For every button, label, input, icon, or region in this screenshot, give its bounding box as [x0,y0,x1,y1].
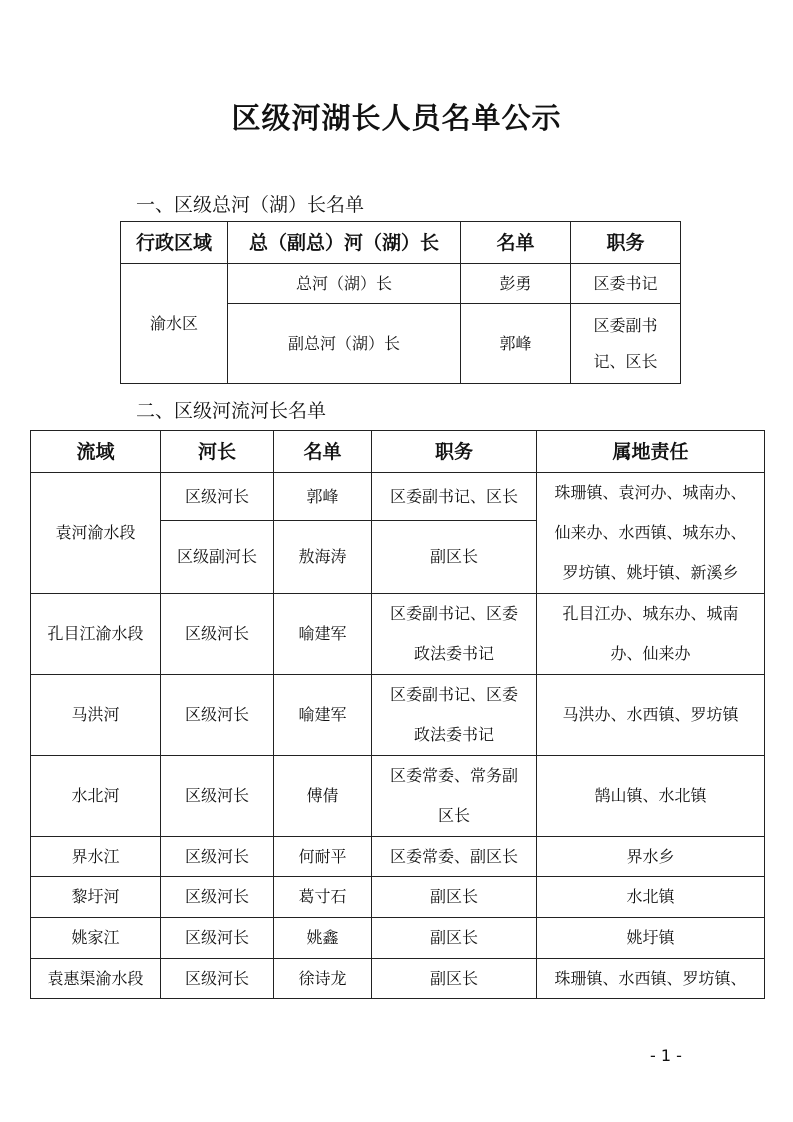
header-name: 名单 [461,222,571,264]
chief-cell: 区级河长 [161,756,274,837]
header-name: 名单 [274,431,372,473]
chief-cell: 区级河长 [161,473,274,521]
name-cell: 姚鑫 [274,918,372,959]
basin-cell: 姚家江 [31,918,161,959]
region-cell: 渝水区 [121,264,228,384]
name-cell: 彭勇 [461,264,571,304]
role-cell: 副总河（湖）长 [228,304,461,384]
responsibility-cell: 姚圩镇 [537,918,765,959]
header-responsibility: 属地责任 [537,431,765,473]
basin-cell: 黎圩河 [31,877,161,918]
duty-cell: 副区长 [372,918,537,959]
header-region: 行政区域 [121,222,228,264]
duty-line: 区委副书记、区委 [389,685,518,704]
role-cell: 总河（湖）长 [228,264,461,304]
name-cell: 郭峰 [461,304,571,384]
section2-heading: 二、区级河流河长名单 [136,400,327,422]
duty-cell: 区委常委、副区长 [372,837,537,877]
resp-line: 珠珊镇、袁河办、城南办、 [554,483,747,502]
resp-line: 罗坊镇、姚圩镇、新溪乡 [562,563,739,582]
duty-line: 区委副书 [593,315,658,335]
duty-cell [372,675,537,756]
general-chief-table [120,221,681,384]
resp-line: 孔目江办、城东办、城南 [562,604,739,623]
duty-cell [571,304,681,384]
header-basin: 流域 [31,431,161,473]
chief-cell: 区级河长 [161,877,274,918]
header-duty: 职务 [372,431,537,473]
basin-cell: 孔目江渝水段 [31,594,161,675]
chief-cell: 区级河长 [161,594,274,675]
responsibility-cell: 珠珊镇、水西镇、罗坊镇、 [537,959,765,999]
duty-cell: 副区长 [372,877,537,918]
chief-cell: 区级河长 [161,675,274,756]
duty-line: 区长 [437,806,470,825]
header-chief: 河长 [161,431,274,473]
header-role: 总（副总）河（湖）长 [228,222,461,264]
chief-cell: 区级河长 [161,837,274,877]
duty-line: 记、区长 [593,351,658,371]
chief-cell: 区级副河长 [161,521,274,594]
duty-cell [372,594,537,675]
document-title: 区级河湖长人员名单公示 [231,101,562,135]
name-cell: 敖海涛 [274,521,372,594]
name-cell: 徐诗龙 [274,959,372,999]
chief-cell: 区级河长 [161,959,274,999]
basin-cell: 水北河 [31,756,161,837]
basin-cell: 界水江 [31,837,161,877]
responsibility-cell: 界水乡 [537,837,765,877]
duty-line: 区委常委、常务副 [389,766,518,785]
basin-cell: 袁河渝水段 [31,473,161,594]
duty-line: 政法委书记 [413,725,494,744]
duty-cell: 副区长 [372,521,537,594]
name-cell: 葛寸石 [274,877,372,918]
responsibility-cell: 鹄山镇、水北镇 [537,756,765,837]
chief-cell: 区级河长 [161,918,274,959]
page-number: - 1 - [650,1046,682,1065]
responsibility-cell: 水北镇 [537,877,765,918]
name-cell: 郭峰 [274,473,372,521]
river-chief-table [30,430,765,999]
resp-line: 仙来办、水西镇、城东办、 [554,523,747,542]
section1-heading: 一、区级总河（湖）长名单 [136,194,365,216]
duty-line: 区委副书记、区委 [389,604,518,623]
duty-cell: 区委书记 [571,264,681,304]
duty-cell: 副区长 [372,959,537,999]
name-cell: 傅倩 [274,756,372,837]
name-cell: 喻建军 [274,675,372,756]
responsibility-cell [537,594,765,675]
basin-cell: 马洪河 [31,675,161,756]
name-cell: 何耐平 [274,837,372,877]
responsibility-cell [537,473,765,594]
header-duty: 职务 [571,222,681,264]
duty-line: 政法委书记 [413,644,494,663]
resp-line: 办、仙来办 [610,644,691,663]
responsibility-cell: 马洪办、水西镇、罗坊镇 [537,675,765,756]
basin-cell: 袁惠渠渝水段 [31,959,161,999]
name-cell: 喻建军 [274,594,372,675]
duty-cell [372,756,537,837]
duty-cell: 区委副书记、区长 [372,473,537,521]
